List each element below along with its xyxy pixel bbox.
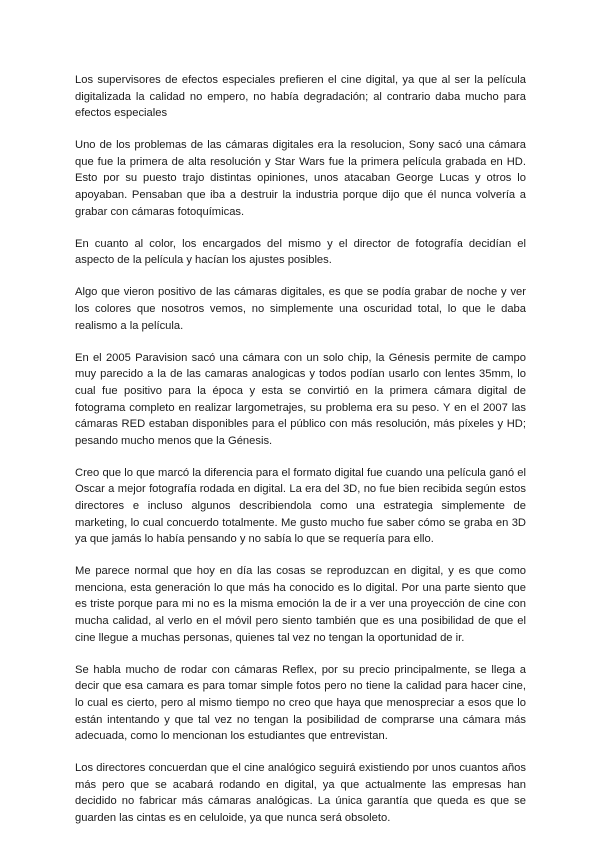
paragraph-5: En el 2005 Paravision sacó una cámara con un solo chip, la Génesis permite de campo muy parecido a la de las camaras analogicas y todos podían usarlo con lentes 35mm, lo cual fue positivo para la época y esta se convirtió en la primera cámara digital de fotograma completo en realizar largometrajes, su problema era su peso. Y en el 2007 las cámaras RED estaban disponibles para el público con más resolución, más píxeles y HD; pesando mucho menos que la Génesis. (75, 351, 526, 447)
paragraph-8: Se habla mucho de rodar con cámaras Reflex, por su precio principalmente, se llega a decir que esa camara es para tomar simple fotos pero no tiene la calidad para hacer cine, lo cual es cierto, pero al mismo tiempo no creo que haya que menospreciar a esos que lo están intentando y que tal vez no tengan la posibilidad de comprarse una cámara más adecuada, como lo mencionan los estudiantes que entrevistan. (75, 663, 526, 743)
paragraph-7: Me parece normal que hoy en día las cosas se reproduzcan en digital, y es que como menciona, esta generación lo que más ha conocido es lo digital. Por una parte siento que es triste porque para mi no es la misma emoción la de ir a ver una proyección de cine con mucha calidad, al verlo en el móvil pero siento también que es una posibilidad de que el cine llegue a muchas personas, quienes tal vez no tengan la oportunidad de ir. (75, 565, 526, 644)
paragraph-3: En cuanto al color, los encargados del mismo y el director de fotografía decidían el aspecto de la película y hacían los ajustes posibles. (75, 237, 526, 267)
paragraph-4: Algo que vieron positivo de las cámaras digitales, es que se podía grabar de noche y ver los colores que nosotros vemos, no simplemente una oscuridad total, lo que le daba realismo a la película. (75, 286, 526, 332)
paragraph-2: Uno de los problemas de las cámaras digitales era la resolucion, Sony sacó una cámara que fue la primera de alta resolución y Star Wars fue la primera película grabada en HD. Esto por su puesto trajo distintas opiniones, unos atacaban George Lucas y otros lo apoyaban. Pensaban que iba a destruir la industria porque dijo que él nunca volvería a grabar con cámaras fotoquímicas. (75, 139, 526, 218)
paragraph-1: Los supervisores de efectos especiales prefieren el cine digital, ya que al ser la película digitalizada la calidad no empero, no había degradación; al contrario daba mucho para efectos especiales (75, 74, 526, 120)
paragraph-6: Creo que lo que marcó la diferencia para el formato digital fue cuando una película ganó el Oscar a mejor fotografía rodada en digital. La era del 3D, no fue bien recibida según estos directores e incluso algunos describiendola como una estrategia simplemente de marketing, lo cual concuerdo totalmente. Me gusto mucho fue saber cómo se graba en 3D ya que jamás lo había pensando y no sabía lo que se requería para ello. (75, 466, 526, 546)
document-body (75, 72, 526, 842)
paragraph-9: Los directores concuerdan que el cine analógico seguirá existiendo por unos cuantos años más pero que se acabará rodando en digital, ya que actualmente las empresas han decidido no fabricar más cámaras analógicas. La única garantía que queda es que se guarden las cintas es en celuloide, ya que nunca será obsoleto. (75, 762, 526, 824)
